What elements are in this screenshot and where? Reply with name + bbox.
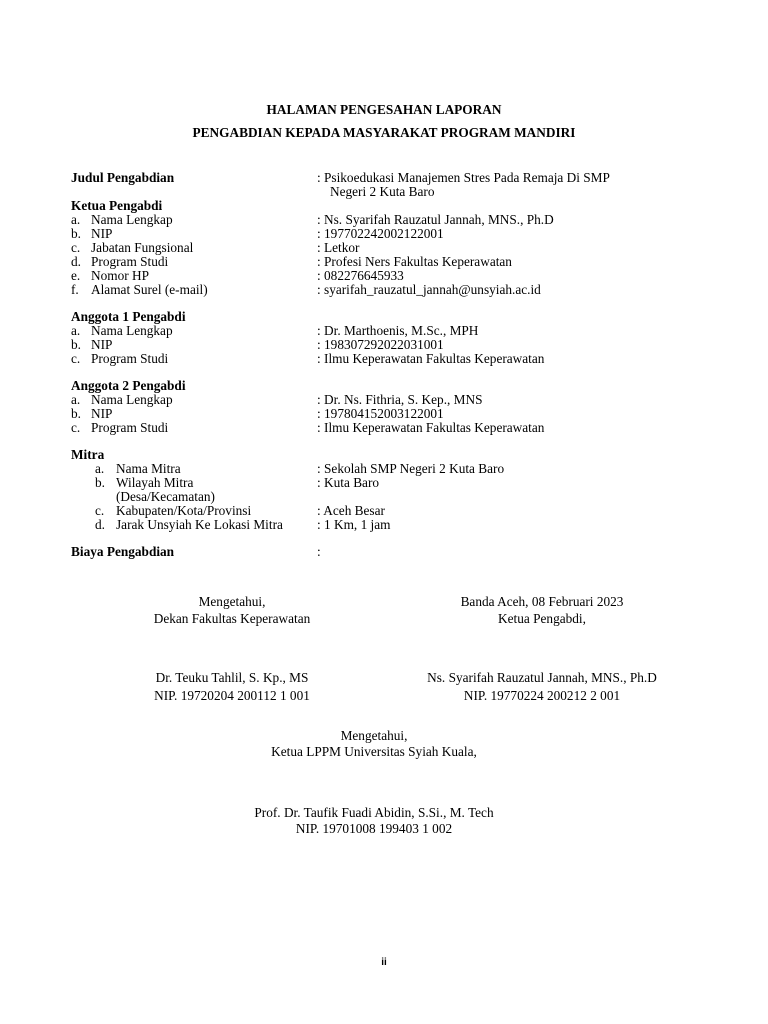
row-mark: a. (71, 212, 81, 227)
page-title: HALAMAN PENGESAHAN LAPORAN (266, 102, 502, 117)
judul-value: : Psikoedukasi Manajemen Stres Pada Remaja Di SMP (317, 170, 610, 185)
row-mark: c. (71, 351, 81, 366)
row-value: : Aceh Besar (317, 503, 385, 518)
row-mark: b. (95, 475, 105, 490)
row-value: : Ilmu Keperawatan Fakultas Keperawatan (317, 351, 545, 366)
row-label: Program Studi (91, 351, 169, 366)
row-value: : Dr. Marthoenis, M.Sc., MPH (317, 323, 479, 338)
row-mark: a. (71, 323, 81, 338)
row-value: : Ns. Syarifah Rauzatul Jannah, MNS., Ph.D (317, 212, 554, 227)
row-label: Nama Lengkap (91, 392, 173, 407)
page-number: ii (381, 957, 387, 968)
row-value: : Dr. Ns. Fithria, S. Kep., MNS (317, 392, 483, 407)
row-label-cont: (Desa/Kecamatan) (116, 489, 215, 504)
sign-right-line1: Banda Aceh, 08 Februari 2023 (460, 594, 624, 609)
sign-left-line2: Dekan Fakultas Keperawatan (153, 611, 311, 626)
row-label: Program Studi (91, 254, 169, 269)
row-label: Nama Lengkap (91, 323, 173, 338)
sign-left-line1: Mengetahui, (198, 594, 266, 609)
row-mark: c. (95, 503, 105, 518)
row-label: Jabatan Fungsional (91, 240, 194, 255)
row-value: : 197804152003122001 (317, 406, 444, 421)
row-mark: b. (71, 226, 81, 241)
ketua-heading: Ketua Pengabdi (71, 198, 163, 213)
sign-left-name: Dr. Teuku Tahlil, S. Kp., MS (155, 670, 309, 685)
row-mark: c. (71, 420, 81, 435)
sign-bottom-name: Prof. Dr. Taufik Fuadi Abidin, S.Si., M. Tech (254, 805, 494, 820)
row-label: NIP (91, 226, 113, 241)
row-mark: d. (95, 517, 105, 532)
row-label: Program Studi (91, 420, 169, 435)
anggota2-heading: Anggota 2 Pengabdi (71, 378, 186, 393)
row-mark: b. (71, 337, 81, 352)
row-mark: f. (71, 282, 79, 297)
row-value: : Sekolah SMP Negeri 2 Kuta Baro (317, 461, 505, 476)
sign-bottom-line1: Mengetahui, (340, 728, 408, 743)
row-mark: a. (71, 392, 81, 407)
row-value: : 1 Km, 1 jam (317, 517, 391, 532)
anggota1-heading: Anggota 1 Pengabdi (71, 309, 186, 324)
row-label: Kabupaten/Kota/Provinsi (116, 503, 252, 518)
row-mark: c. (71, 240, 81, 255)
row-mark: a. (95, 461, 105, 476)
page-subtitle: PENGABDIAN KEPADA MASYARAKAT PROGRAM MANDIRI (192, 125, 576, 140)
sign-bottom-line2: Ketua LPPM Universitas Syiah Kuala, (271, 744, 477, 759)
row-label: Wilayah Mitra (116, 475, 194, 490)
row-value: : 197702242002122001 (317, 226, 444, 241)
row-value: : syarifah_rauzatul_jannah@unsyiah.ac.id (317, 282, 541, 297)
sign-bottom-nip: NIP. 19701008 199403 1 002 (295, 821, 453, 836)
row-mark: b. (71, 406, 81, 421)
mitra-heading: Mitra (71, 447, 105, 462)
row-label: Nama Lengkap (91, 212, 173, 227)
row-value: : Ilmu Keperawatan Fakultas Keperawatan (317, 420, 545, 435)
row-label: NIP (91, 337, 113, 352)
row-value: : Letkor (317, 240, 360, 255)
row-label: Alamat Surel (e-mail) (91, 282, 208, 297)
row-mark: e. (71, 268, 81, 283)
row-label: NIP (91, 406, 113, 421)
judul-label: Judul Pengabdian (71, 170, 175, 185)
sign-right-nip: NIP. 19770224 200212 2 001 (463, 688, 621, 703)
row-label: Nama Mitra (116, 461, 181, 476)
row-label: Jarak Unsyiah Ke Lokasi Mitra (116, 517, 283, 532)
row-value: : 198307292022031001 (317, 337, 444, 352)
judul-value-cont: Negeri 2 Kuta Baro (330, 184, 435, 199)
row-value: : 082276645933 (317, 268, 404, 283)
sign-right-line2: Ketua Pengabdi, (498, 611, 586, 626)
sign-right-name: Ns. Syarifah Rauzatul Jannah, MNS., Ph.D (427, 670, 657, 685)
row-value: : Profesi Ners Fakultas Keperawatan (317, 254, 512, 269)
row-value: : Kuta Baro (317, 475, 380, 490)
biaya-label: Biaya Pengabdian (71, 544, 175, 559)
row-label: Nomor HP (91, 268, 149, 283)
biaya-value: : (317, 544, 321, 559)
sign-left-nip: NIP. 19720204 200112 1 001 (154, 688, 310, 703)
row-mark: d. (71, 254, 81, 269)
